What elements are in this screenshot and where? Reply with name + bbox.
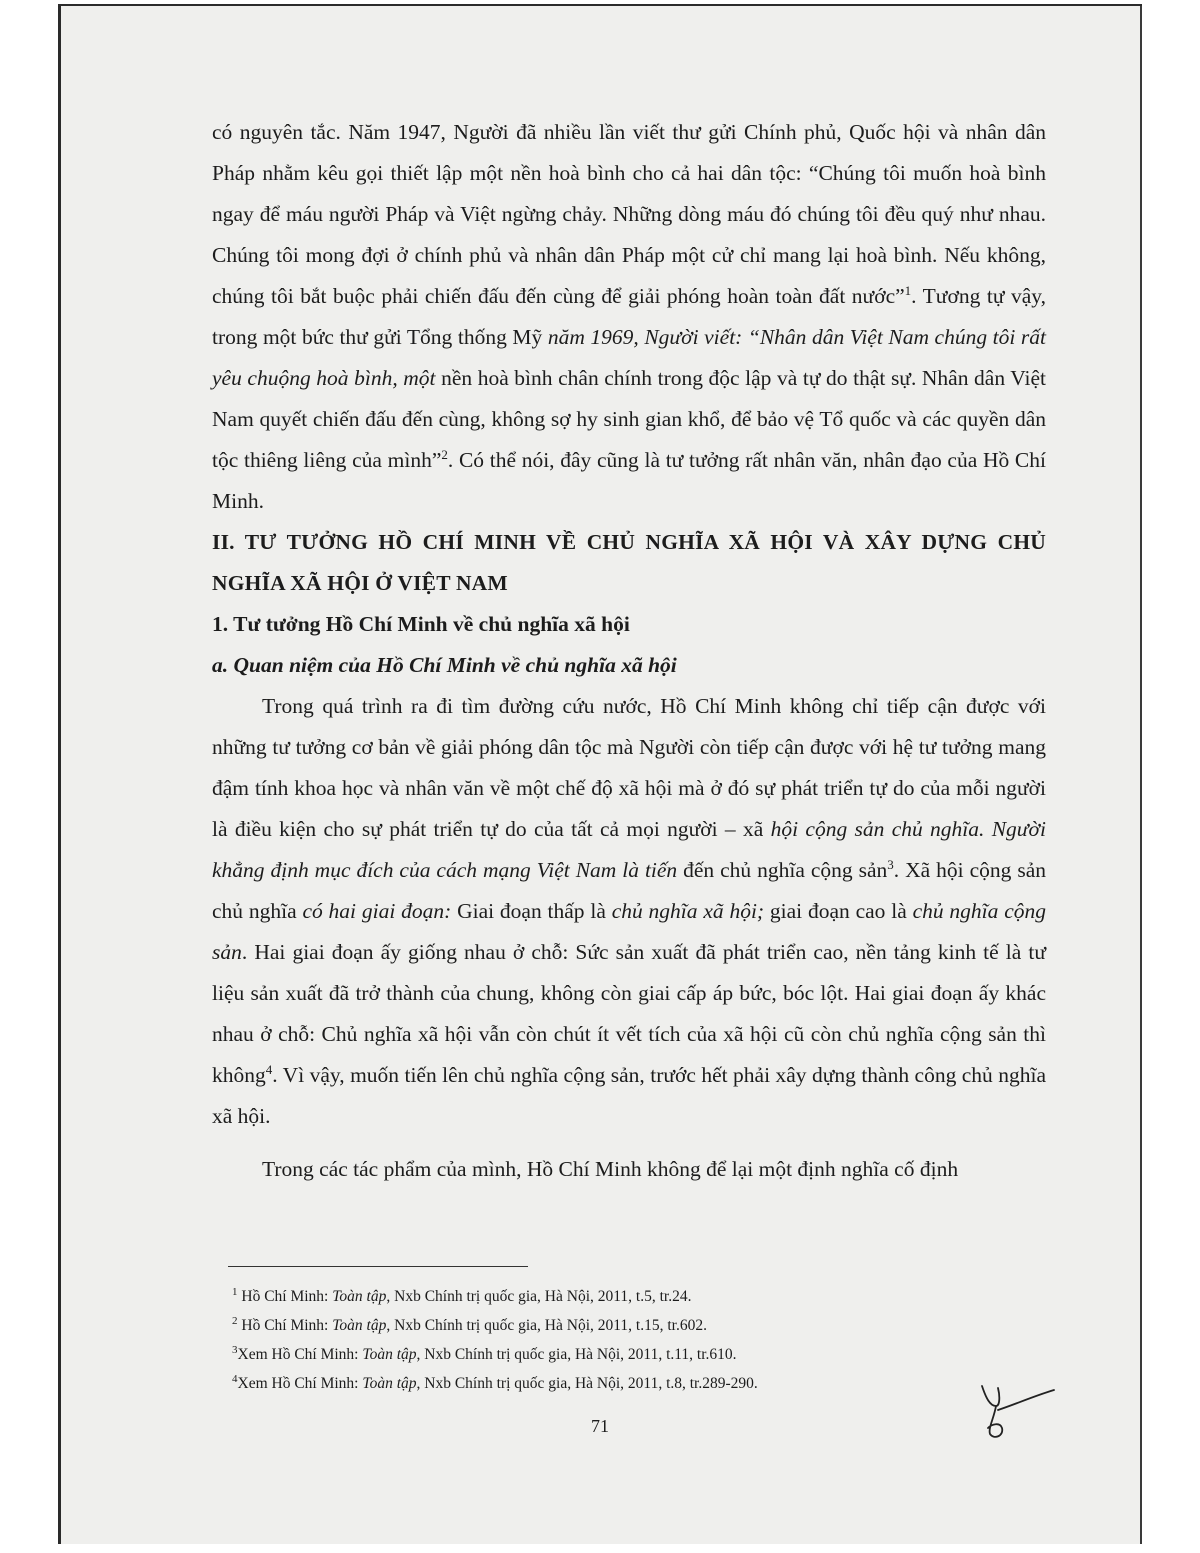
subsection-heading: 1. Tư tưởng Hồ Chí Minh về chủ nghĩa xã hội: [212, 612, 630, 636]
handwritten-signature: [968, 1376, 1058, 1446]
main-text: [212, 112, 1046, 1190]
footnote-separator: [228, 1266, 528, 1267]
footnote-ref-3[interactable]: 3: [887, 856, 894, 872]
footnote-ref-1[interactable]: 1: [904, 282, 912, 298]
section-heading: II. TƯ TƯỞNG HỒ CHÍ MINH VỀ CHỦ NGHĨA XÃ HỘI VÀ XÂY DỰNG CHỦ NGHĨA XÃ HỘI Ở VIỆT NAM: [212, 530, 1046, 595]
subsubsection-heading: a. Quan niệm của Hồ Chí Minh về chủ nghĩa xã hội: [212, 653, 677, 677]
footnote-ref-2[interactable]: 2: [441, 446, 448, 462]
footnote-1: $^1$ Hồ Chí Minh: Toàn tập, Nxb Chính trị quốc gia, Hà Nội, 2011, t.5, tr.24.: [232, 1285, 692, 1305]
footnote-4: $^4$Xem Hồ Chí Minh: Toàn tập, Nxb Chính trị quốc gia, Hà Nội, 2011, t.8, tr.289-290.: [232, 1372, 758, 1392]
footnote-2: $^2$ Hồ Chí Minh: Toàn tập, Nxb Chính trị quốc gia, Hà Nội, 2011, t.15, tr.602.: [232, 1314, 707, 1334]
footnotes: [232, 1282, 1032, 1398]
paragraph-1: có nguyên tắc. Năm 1947, Người đã nhiều lần viết thư gửi Chính phủ, Quốc hội và nhân dân Pháp nhằm kêu gọi thiết lập một nền hoà bình cho cả hai dân tộc: “Chúng tôi muốn hoà bình ngay để máu người Pháp và Việt ngừng chảy. Những dòng máu đó chúng tôi đều quý như nhau. Chúng tôi mong đợi ở chính phủ và nhân dân Pháp một cử chỉ mang lại hoà bình. Nếu không, chúng tôi bắt buộc phải chiến đấu đến cùng để giải phóng hoàn toàn đất nước”$^1$. Tương tự vậy, trong một bức thư gửi Tổng thống Mỹ năm 1969, Người viết: “Nhân dân Việt Nam chúng tôi rất yêu chuộng hoà bình, một nền hoà bình chân chính trong độc lập và tự do thật sự. Nhân dân Việt Nam quyết chiến đấu đến cùng, không sợ hy sinh gian khổ, để bảo vệ Tổ quốc và các quyền dân tộc thiêng liêng của mình”$^2$. Có thể nói, đây cũng là tư tưởng rất nhân văn, nhân đạo của Hồ Chí Minh.: [212, 120, 1047, 513]
footnote-3: $^3$Xem Hồ Chí Minh: Toàn tập, Nxb Chính trị quốc gia, Hà Nội, 2011, t.11, tr.610.: [232, 1343, 737, 1363]
page-body: [212, 112, 1046, 1190]
paragraph-2: Trong quá trình ra đi tìm đường cứu nước, Hồ Chí Minh không chỉ tiếp cận được với những tư tưởng cơ bản về giải phóng dân tộc mà Người còn tiếp cận được với hệ tư tưởng mang đậm tính khoa học và nhân văn về một chế độ xã hội mà ở đó sự phát triển tự do của mỗi người là điều kiện cho sự phát triển tự do của tất cả mọi người – xã hội cộng sản chủ nghĩa. Người khẳng định mục đích của cách mạng Việt Nam là tiến đến chủ nghĩa cộng sản$^3$. Xã hội cộng sản chủ nghĩa có hai giai đoạn: Giai đoạn thấp là chủ nghĩa xã hội; giai đoạn cao là chủ nghĩa cộng sản. Hai giai đoạn ấy giống nhau ở chỗ: Sức sản xuất đã phát triển cao, nền tảng kinh tế là tư liệu sản xuất đã trở thành của chung, không còn giai cấp áp bức, bóc lột. Hai giai đoạn ấy khác nhau ở chỗ: Chủ nghĩa xã hội vẫn còn chút ít vết tích của xã hội cũ còn chủ nghĩa cộng sản thì không$^4$. Vì vậy, muốn tiến lên chủ nghĩa cộng sản, trước hết phải xây dựng thành công chủ nghĩa xã hội.: [212, 694, 1047, 1128]
footnote-ref-4[interactable]: 4: [265, 1061, 273, 1077]
paragraph-3: Trong các tác phẩm của mình, Hồ Chí Minh không để lại một định nghĩa cố định: [262, 1157, 959, 1181]
page-number: 71: [591, 1416, 609, 1436]
